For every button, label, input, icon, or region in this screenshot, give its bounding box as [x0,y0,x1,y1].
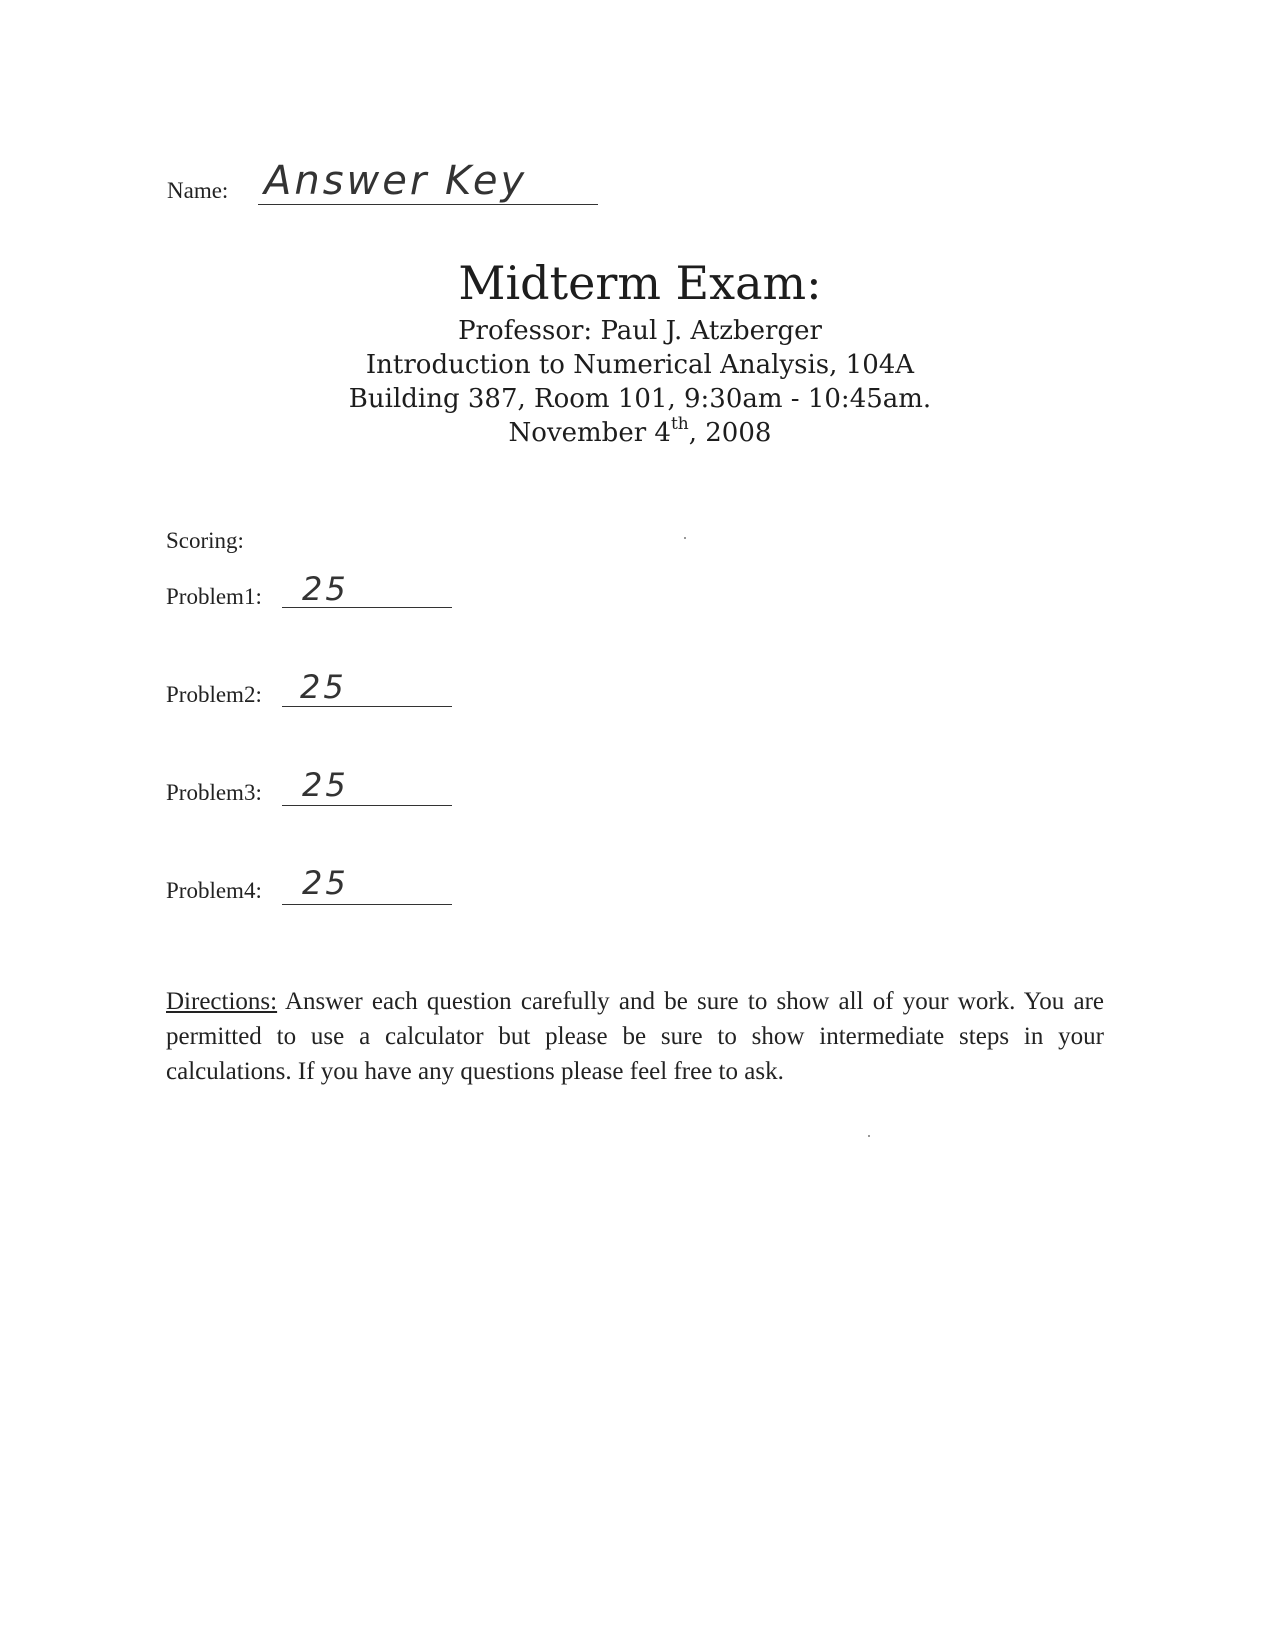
problem-1-label: Problem1: [166,584,262,609]
location-line: Building 387, Room 101, 9:30am - 10:45am. [348,384,932,414]
name-handwritten-value: Answer Key [264,158,528,204]
problem-4-score: 25 [302,864,349,902]
problem-3-score: 25 [302,766,349,804]
scan-speck [868,1135,870,1137]
scan-speck [684,537,686,539]
scoring-label: Scoring: [166,528,244,553]
exam-title: Midterm Exam: [458,256,822,310]
course-line: Introduction to Numerical Analysis, 104A [365,350,915,380]
directions-paragraph [166,984,1104,1089]
problem-2-score: 25 [300,668,347,706]
problem-3-label: Problem3: [166,780,262,805]
date-month: November 4 [508,418,671,448]
problem-2-label: Problem2: [166,682,262,707]
directions-heading: Directions: [166,988,278,1015]
date-year: , 2008 [688,418,772,448]
problem-1-score: 25 [302,570,349,608]
problem-4-label: Problem4: [166,878,262,903]
date-line [0,414,1280,448]
directions-text: Answer each question carefully and be sure to show all of your work. You are permitted to use a calculator but please be sure to show intermediate steps in your calculations. If you have any questions please feel free to ask. [166,988,1105,1085]
name-label: Name: [167,178,229,203]
professor-line: Professor: Paul J. Atzberger [458,316,822,346]
date-suffix: th [670,414,689,434]
